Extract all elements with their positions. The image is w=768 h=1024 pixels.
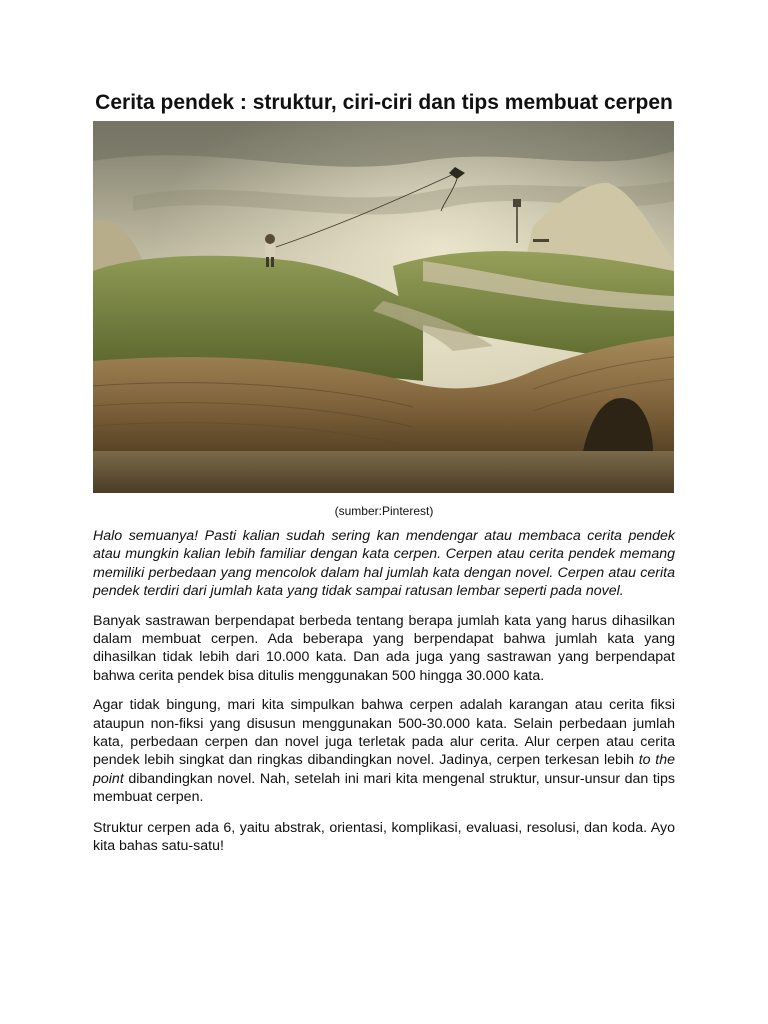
paragraph-3-text-end: dibandingkan novel. Nah, setelah ini mari kita mengenal struktur, unsur-unsur dan tips membuat cerpen. (93, 770, 675, 806)
body-paragraph-2: Banyak sastrawan berpendapat berbeda tentang berapa jumlah kata yang harus dihasilkan dalam membuat cerpen. Ada beberapa yang berpendapat bahwa jumlah kata yang dihasilkan tidak lebih dari 10.000 kata. Dan ada juga yang sastrawan yang berpendapat bahwa cerita pendek bisa ditulis menggunakan 500 hingga 30.000 kata. (93, 612, 675, 684)
page-title: Cerita pendek : struktur, ciri-ciri dan tips membuat cerpen (95, 91, 673, 114)
body-paragraph-3 (93, 696, 675, 806)
book-landscape-illustration (93, 121, 674, 493)
body-paragraph-4: Struktur cerpen ada 6, yaitu abstrak, orientasi, komplikasi, evaluasi, resolusi, dan koda. Ayo kita bahas satu-satu! (93, 819, 675, 855)
paragraph-3-text: Agar tidak bingung, mari kita simpulkan bahwa cerpen adalah karangan atau cerita fiksi ataupun non-fiksi yang disusun menggunakan 500-30.000 kata. Selain perbedaan jumlah kata, perbedaan cerpen dan novel juga terletak pada alur cerita. Alur cerpen atau cerita pendek lebih singkat dan ringkas dibandingkan novel. Jadinya, cerpen terkesan lebih (93, 697, 675, 769)
paragraph-3-emphasis: to the point (93, 752, 675, 787)
intro-paragraph: Halo semuanya! Pasti kalian sudah sering kan mendengar atau membaca cerita pendek atau mungkin kalian lebih familiar dengan kata cerpen. Cerpen atau cerita pendek memang memiliki perbedaan yang mencolok dalam hal jumlah kata dengan novel. Cerpen atau cerita pendek terdiri dari jumlah kata yang tidak sampai ratusan lembar seperti pada novel. (93, 528, 675, 600)
illustration-image (93, 121, 674, 493)
image-caption: (sumber:Pinterest) (334, 504, 434, 518)
